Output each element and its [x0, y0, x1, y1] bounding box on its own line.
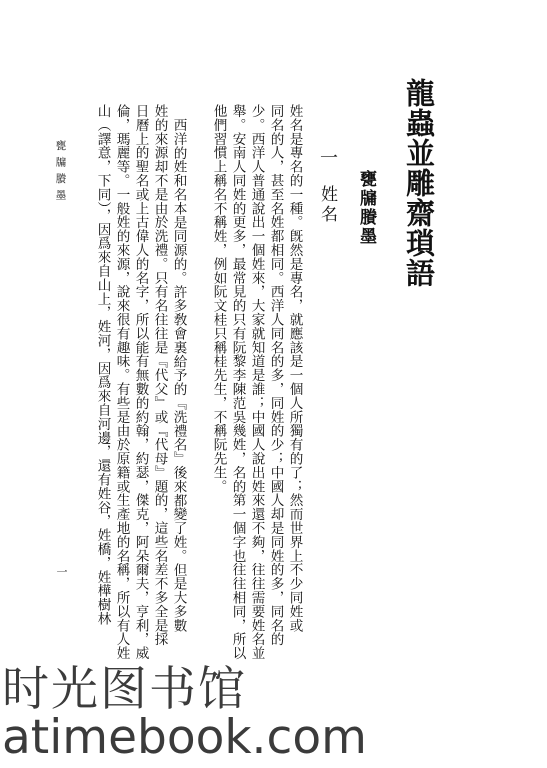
author-name: 甕牖賸墨	[356, 170, 376, 246]
page-number: 一	[55, 566, 68, 577]
body-line: 山（譯意，下同），因爲來自山上，姓河，因爲來自河邊，還有姓谷，姓橋，姓樺樹林	[94, 104, 111, 626]
body-line: 姓名是專名的一種。旣然是專名，就應該是一個人所獨有的了；然而世界上不少同姓或	[286, 104, 303, 633]
watermark-chinese: 时光图书馆	[2, 662, 247, 717]
body-line: 同名的人，甚至名姓都相同。西洋人同名的多，同姓的少；中國人却是同姓的多，同名的	[267, 104, 284, 647]
watermark-url: atimebook.com	[2, 710, 367, 765]
book-title: 龍蟲並雕齋瑣語	[402, 78, 436, 288]
body-line: 倫，瑪麗等。一般姓的來源，說來很有趣味。有些是由於原籍或生產地的名稱，所以有人姓	[113, 104, 130, 660]
body-line: 少。西洋人普通說出一個姓來，大家就知道是誰；中國人說出姓來還不夠，往往需要姓名並	[248, 104, 265, 660]
body-line: 他們習慣上稱名不稱姓，例如阮文桂只稱桂先生，不稱阮先生。	[210, 104, 227, 494]
running-header: 甕牖賸墨	[54, 140, 67, 206]
body-line: 日曆上的聖名或上古偉人的名字，所以能有無數的約翰，約瑟，傑克，阿朵爾夫，亨利，威	[132, 104, 149, 660]
body-line: 舉。安南人同姓的更多，最常見的只有阮黎李陳范吳幾姓，名的第一個字也往往相同，所以	[229, 104, 246, 660]
section-title: 姓名	[317, 185, 337, 225]
body-line: 西洋的姓和名本是同源的。許多敎會裏給予的『洗禮名』後來都變了姓。但是大多數	[170, 118, 187, 633]
body-line: 姓的來源却不是由於洗禮。只有名往往是『代父』或『代母』題的，這些名差不多全是採	[151, 104, 168, 647]
section-number: 一	[317, 148, 338, 166]
